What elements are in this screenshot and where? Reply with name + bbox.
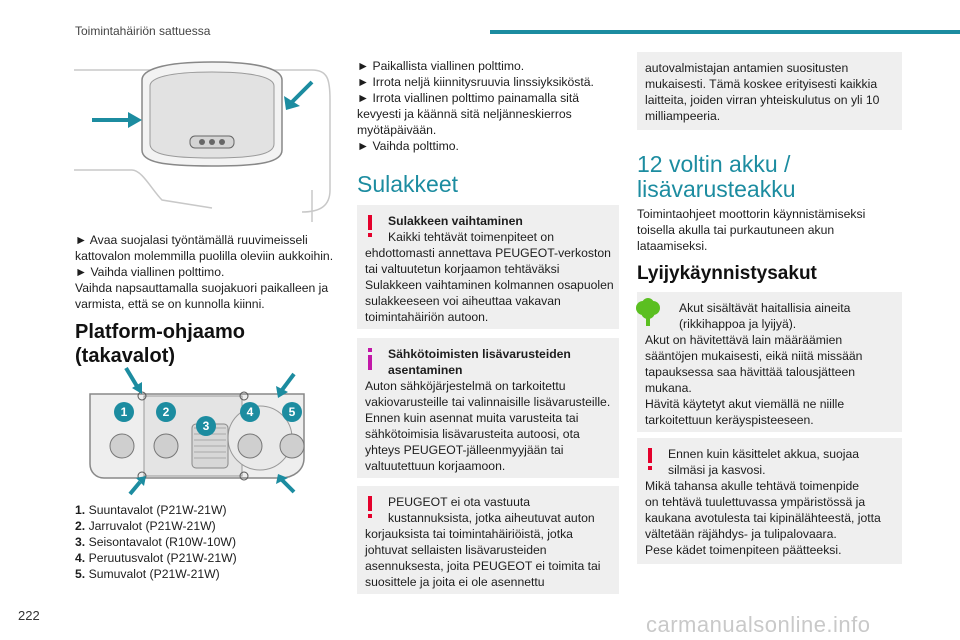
box-line: tapauksessa saa hävittää talousjätteen [645, 365, 856, 379]
box-line: toimintahäiriön autoon. [365, 310, 489, 324]
box-line: ehdottomasti annettava PEUGEOT-verkoston [365, 246, 611, 260]
heading-line: lisävarusteakku [637, 176, 796, 202]
page-number: 222 [18, 608, 40, 623]
environment-info-box [637, 292, 902, 432]
box-line: (rikkihappoa ja lyijyä). [679, 317, 797, 331]
box-line: Hävitä käytetyt akut viemällä ne niille [645, 397, 845, 411]
legend-item: 1. Suuntavalot (P21W-21W) [75, 503, 227, 517]
interior-light-instructions [75, 232, 335, 312]
box-line: Ennen kuin käsittelet akkua, suojaa [668, 447, 860, 461]
intro-line: lataamiseksi. [637, 239, 708, 253]
heading-line: 12 voltin akku / [637, 151, 791, 177]
liability-warning-continued-box [637, 52, 902, 130]
fuse-replacement-warning-box [357, 205, 619, 329]
box-line: on tehtävä tuulettuvassa ympäristössä ja [645, 495, 866, 509]
box-line: suosittele ja joita ei ole asennettu [365, 575, 545, 589]
box-line: tai valtuutetun korjaamon tehtäväksi [365, 262, 560, 276]
box-line: Mikä tahansa akulle tehtävä toimenpide [645, 479, 860, 493]
step-line: ► Vaihda polttimo. [357, 139, 459, 153]
platform-cab-heading [75, 320, 335, 368]
info-icon [365, 348, 375, 370]
box-line: Sulakkeen vaihtaminen kolmannen osapuolen [365, 278, 614, 292]
box-line: Akut on hävitettävä lain määräämien [645, 333, 843, 347]
instruction-line: varmista, että se on kunnolla kiinni. [75, 297, 265, 311]
instruction-line: ► Vaihda viallinen polttimo. [75, 265, 225, 279]
box-line: sulakkeeseen voi aiheuttaa vakavan [365, 294, 561, 308]
step-line: myötäpäivään. [357, 123, 437, 137]
box-line: vakiovarusteille tai valinnaisille lisävarusteille. [365, 395, 611, 409]
box-line: asennuksesta, joita PEUGEOT ei toimita tai [365, 559, 601, 573]
box-line: valtuutettuun korjaamoon. [365, 459, 506, 473]
box-title: Sulakkeen vaihtaminen [388, 214, 523, 228]
box-line: tarkoitettuun keräyspisteeseen. [645, 413, 814, 427]
box-line: PEUGEOT ei ota vastuuta [388, 495, 531, 509]
battery-safety-warning-box [637, 438, 902, 564]
legend-item: 5. Sumuvalot (P21W-21W) [75, 567, 220, 581]
box-line: silmäsi ja kasvosi. [668, 463, 766, 477]
box-line: yhteys PEUGEOT-jälleenmyyjään tai [365, 443, 564, 457]
box-line: korjauksista tai toimintahäiriöistä, jotka [365, 527, 573, 541]
box-line: mukana. [645, 381, 692, 395]
lead-batteries-heading: Lyijykäynnistysakut [637, 263, 817, 284]
interior-light-illustration [72, 40, 334, 222]
box-line: mukaisesti. Tämä koskee erityisesti kaikkia [645, 77, 878, 91]
instruction-line: kattovalon molemmilla puolilla oleviin aukkoihin. [75, 249, 334, 263]
heading-line: (takavalot) [75, 345, 176, 367]
running-header: Toimintahäiriön sattuessa [75, 24, 211, 38]
battery-heading [637, 152, 905, 202]
legend-item: 2. Jarruvalot (P21W-21W) [75, 519, 216, 533]
box-line: johtuvat sellaisten lisävarusteiden [365, 543, 547, 557]
watermark: carmanualsonline.info [646, 612, 871, 637]
bulb-replacement-steps [357, 58, 622, 154]
step-line: ► Irrota neljä kiinnitysruuvia linssiyksiköstä. [357, 75, 594, 89]
electrical-accessories-info-box [357, 338, 619, 478]
lamp-badge-3: 3 [196, 416, 216, 436]
warning-exclamation-icon [365, 496, 375, 518]
legend-item: 3. Seisontavalot (R10W-10W) [75, 535, 236, 549]
lamp-badge-5: 5 [282, 402, 302, 422]
tree-icon [635, 298, 661, 326]
box-line: sääntöjen mukaisesti, eikä niitä missään [645, 349, 863, 363]
box-line: Pese kädet toimenpiteen päätteeksi. [645, 543, 842, 557]
step-line: ► Irrota viallinen polttimo painamalla sitä [357, 91, 580, 105]
heading-line: Platform-ohjaamo [75, 321, 246, 343]
header-accent-bar [490, 30, 960, 34]
box-line: vältetään räjähdys- ja tulipalovaara. [645, 527, 837, 541]
box-line: autovalmistajan antamien suositusten [645, 61, 849, 75]
legend-item: 4. Peruutusvalot (P21W-21W) [75, 551, 237, 565]
box-line: Kaikki tehtävät toimenpiteet on [388, 230, 554, 244]
instruction-line: Vaihda napsauttamalla suojakuori paikalleen ja [75, 281, 329, 295]
fuses-heading: Sulakkeet [357, 171, 459, 197]
box-title: Sähkötoimisten lisävarusteiden [388, 347, 571, 361]
box-line: milliampeeria. [645, 109, 721, 123]
box-line: kustannuksista, jotka aiheutuvat auton [388, 511, 595, 525]
box-line: Ennen kuin asennat muita varusteita tai [365, 411, 579, 425]
box-line: sähkötoimisia lisävarusteita autoosi, ota [365, 427, 580, 441]
warning-exclamation-icon [365, 215, 375, 237]
liability-warning-box [357, 486, 619, 594]
lamp-legend [75, 502, 335, 582]
box-line: Auton sähköjärjestelmä on tarkoitettu [365, 379, 566, 393]
lamp-badge-1: 1 [114, 402, 134, 422]
box-line: Akut sisältävät haitallisia aineita [679, 301, 851, 315]
lamp-badge-2: 2 [156, 402, 176, 422]
step-line: kevyesti ja käännä sitä neljänneskierros [357, 107, 572, 121]
lamp-badge-4: 4 [240, 402, 260, 422]
instruction-line: ► Avaa suojalasi työntämällä ruuvimeisseli [75, 233, 308, 247]
box-title: asentaminen [388, 363, 463, 377]
intro-line: toisella akulla tai purkautuneen akun [637, 223, 835, 237]
box-line: kaukana avotulesta tai kipinälähteestä, jotta [645, 511, 881, 525]
box-line: laitteita, joiden virran yhteiskulutus on yli 10 [645, 93, 880, 107]
battery-intro [637, 206, 905, 254]
warning-exclamation-icon [645, 448, 655, 470]
intro-line: Toimintaohjeet moottorin käynnistämiseksi [637, 207, 866, 221]
step-line: ► Paikallista viallinen polttimo. [357, 59, 525, 73]
